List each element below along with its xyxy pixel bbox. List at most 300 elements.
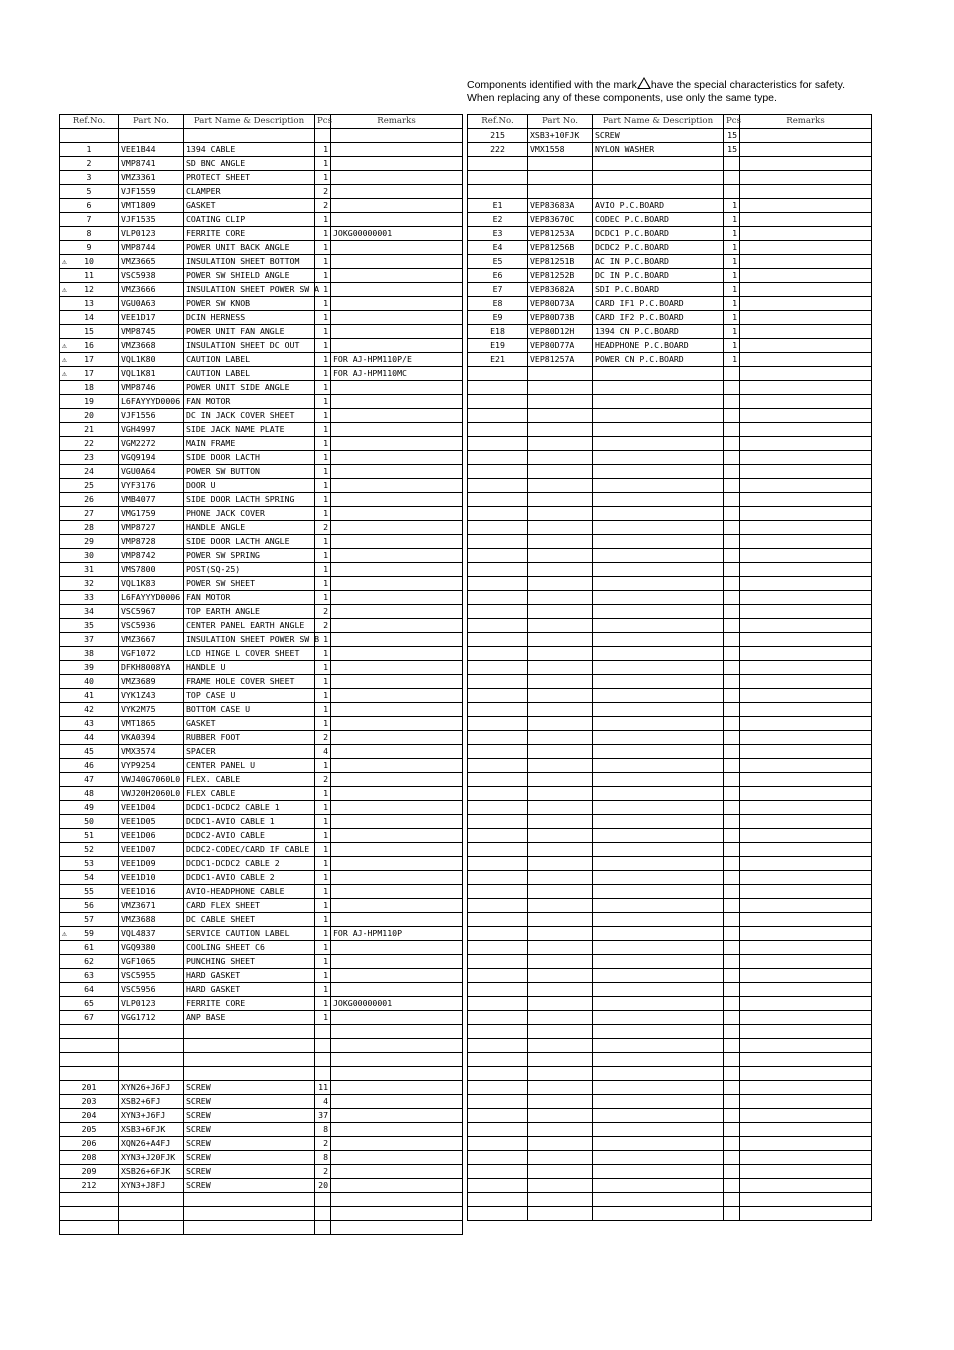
table-row xyxy=(468,423,872,437)
ref-no-cell xyxy=(468,913,528,927)
pcs-cell: 1 xyxy=(315,843,331,857)
ref-no-cell: 212 xyxy=(60,1179,119,1193)
ref-no-cell: 52 xyxy=(60,843,119,857)
part-no-cell: VEP83682A xyxy=(528,283,593,297)
pcs-cell: 4 xyxy=(315,745,331,759)
table-row xyxy=(468,689,872,703)
part-no-cell xyxy=(528,619,593,633)
part-name-cell xyxy=(593,1165,724,1179)
header-pcs: Pcs xyxy=(315,115,331,129)
part-name-cell: CENTER PANEL EARTH ANGLE xyxy=(184,619,315,633)
header-part-name: Part Name & Description xyxy=(593,115,724,129)
table-row xyxy=(60,619,463,633)
table-row xyxy=(468,577,872,591)
table-row xyxy=(468,1081,872,1095)
header-part-no: Part No. xyxy=(119,115,184,129)
pcs-cell: 1 xyxy=(315,283,331,297)
table-row xyxy=(468,787,872,801)
part-no-cell: VSC5936 xyxy=(119,619,184,633)
remarks-cell xyxy=(740,941,872,955)
ref-no-cell xyxy=(468,591,528,605)
part-name-cell xyxy=(184,1207,315,1221)
part-name-cell xyxy=(593,1067,724,1081)
ref-no-cell xyxy=(468,731,528,745)
remarks-cell xyxy=(331,843,463,857)
warning-triangle-icon: ⚠ xyxy=(62,257,67,266)
table-row xyxy=(468,717,872,731)
pcs-cell xyxy=(724,927,740,941)
pcs-cell: 2 xyxy=(315,605,331,619)
part-name-cell: SIDE JACK NAME PLATE xyxy=(184,423,315,437)
part-no-cell: VEE1D16 xyxy=(119,885,184,899)
ref-no-cell: 64 xyxy=(60,983,119,997)
remarks-cell xyxy=(740,353,872,367)
ref-no-cell: 40 xyxy=(60,675,119,689)
pcs-cell xyxy=(724,913,740,927)
part-name-cell: AVIO P.C.BOARD xyxy=(593,199,724,213)
part-name-cell xyxy=(593,423,724,437)
remarks-cell xyxy=(331,213,463,227)
table-row xyxy=(60,213,463,227)
pcs-cell: 1 xyxy=(315,157,331,171)
pcs-cell: 1 xyxy=(315,633,331,647)
pcs-cell xyxy=(724,521,740,535)
remarks-cell xyxy=(331,1221,463,1235)
part-no-cell xyxy=(528,171,593,185)
part-no-cell: XQN26+A4FJ xyxy=(119,1137,184,1151)
remarks-cell xyxy=(740,1123,872,1137)
remarks-cell xyxy=(331,409,463,423)
ref-no-cell: 11 xyxy=(60,269,119,283)
part-name-cell: INSULATION SHEET POWER SW B xyxy=(184,633,315,647)
ref-no-cell: 16 ⚠ xyxy=(60,339,119,353)
part-name-cell: GASKET xyxy=(184,717,315,731)
part-name-cell: SPACER xyxy=(184,745,315,759)
part-no-cell: VMZ3688 xyxy=(119,913,184,927)
pcs-cell: 1 xyxy=(315,353,331,367)
part-no-cell: VGM2272 xyxy=(119,437,184,451)
part-no-cell: VEP80D73B xyxy=(528,311,593,325)
pcs-cell: 2 xyxy=(315,185,331,199)
pcs-cell: 1 xyxy=(315,143,331,157)
remarks-cell xyxy=(740,395,872,409)
part-name-cell xyxy=(593,955,724,969)
pcs-cell: 1 xyxy=(315,563,331,577)
remarks-cell xyxy=(331,773,463,787)
pcs-cell: 1 xyxy=(315,927,331,941)
remarks-cell xyxy=(331,1095,463,1109)
remarks-cell xyxy=(331,759,463,773)
remarks-cell xyxy=(331,241,463,255)
part-no-cell xyxy=(119,1053,184,1067)
ref-no-cell: 14 xyxy=(60,311,119,325)
table-row xyxy=(60,773,463,787)
part-name-cell: DCDC1-AVIO CABLE 1 xyxy=(184,815,315,829)
table-row xyxy=(468,955,872,969)
part-name-cell: DCDC2-CODEC/CARD IF CABLE xyxy=(184,843,315,857)
part-no-cell: XYN3+J8FJ xyxy=(119,1179,184,1193)
part-no-cell xyxy=(528,395,593,409)
ref-no-cell: 222 xyxy=(468,143,528,157)
pcs-cell: 1 xyxy=(315,409,331,423)
table-row xyxy=(468,829,872,843)
part-name-cell: POWER SW SHIELD ANGLE xyxy=(184,269,315,283)
ref-no-cell: 32 xyxy=(60,577,119,591)
table-row xyxy=(468,255,872,269)
pcs-cell xyxy=(724,577,740,591)
remarks-cell xyxy=(331,661,463,675)
remarks-cell xyxy=(740,885,872,899)
remarks-cell xyxy=(740,773,872,787)
remarks-cell xyxy=(740,297,872,311)
ref-no-cell: 27 xyxy=(60,507,119,521)
ref-no-cell xyxy=(468,941,528,955)
ref-no-cell: 49 xyxy=(60,801,119,815)
ref-no-cell: 17 ⚠ xyxy=(60,367,119,381)
part-no-cell xyxy=(528,563,593,577)
part-no-cell xyxy=(119,1207,184,1221)
table-row xyxy=(60,843,463,857)
remarks-cell xyxy=(740,913,872,927)
part-name-cell: INSULATION SHEET POWER SW A xyxy=(184,283,315,297)
pcs-cell xyxy=(724,717,740,731)
part-name-cell: HANDLE ANGLE xyxy=(184,521,315,535)
table-row xyxy=(468,773,872,787)
part-no-cell: VYP9254 xyxy=(119,759,184,773)
table-row xyxy=(468,437,872,451)
table-row xyxy=(60,829,463,843)
table-row xyxy=(468,913,872,927)
ref-no-cell: 50 xyxy=(60,815,119,829)
pcs-cell: 1 xyxy=(315,675,331,689)
part-name-cell: HEADPHONE P.C.BOARD xyxy=(593,339,724,353)
remarks-cell xyxy=(331,591,463,605)
header-part-no: Part No. xyxy=(528,115,593,129)
pcs-cell: 1 xyxy=(315,717,331,731)
pcs-cell xyxy=(724,605,740,619)
pcs-cell: 1 xyxy=(315,815,331,829)
pcs-cell xyxy=(724,185,740,199)
table-row xyxy=(60,171,463,185)
table-row xyxy=(60,255,463,269)
part-name-cell: DCDC1-DCDC2 CABLE 1 xyxy=(184,801,315,815)
part-no-cell: VMS7800 xyxy=(119,563,184,577)
part-no-cell xyxy=(528,1193,593,1207)
pcs-cell xyxy=(724,1095,740,1109)
part-no-cell: XSB2+6FJ xyxy=(119,1095,184,1109)
remarks-cell xyxy=(740,381,872,395)
part-no-cell: VJF1535 xyxy=(119,213,184,227)
ref-no-cell xyxy=(468,1039,528,1053)
part-name-cell: POWER UNIT FAN ANGLE xyxy=(184,325,315,339)
part-name-cell xyxy=(593,1123,724,1137)
table-row xyxy=(60,311,463,325)
part-name-cell: FAN MOTOR xyxy=(184,591,315,605)
pcs-cell xyxy=(724,493,740,507)
pcs-cell: 1 xyxy=(315,395,331,409)
table-row xyxy=(468,731,872,745)
part-name-cell: DC CABLE SHEET xyxy=(184,913,315,927)
ref-no-cell: 44 xyxy=(60,731,119,745)
part-no-cell: VEP80D73A xyxy=(528,297,593,311)
pcs-cell: 1 xyxy=(315,1011,331,1025)
remarks-cell xyxy=(740,437,872,451)
ref-no-cell: 34 xyxy=(60,605,119,619)
pcs-cell xyxy=(724,1109,740,1123)
ref-no-cell xyxy=(468,521,528,535)
part-no-cell: VEP81253A xyxy=(528,227,593,241)
pcs-cell xyxy=(724,703,740,717)
pcs-cell: 1 xyxy=(724,241,740,255)
pcs-cell xyxy=(724,381,740,395)
part-no-cell xyxy=(528,661,593,675)
warning-triangle-icon: ⚠ xyxy=(62,341,67,350)
pcs-cell xyxy=(724,955,740,969)
ref-no-cell xyxy=(468,633,528,647)
table-row xyxy=(60,717,463,731)
ref-no-cell xyxy=(468,465,528,479)
pcs-cell: 1 xyxy=(724,227,740,241)
table-row xyxy=(60,325,463,339)
header-row xyxy=(468,115,872,129)
part-name-cell xyxy=(593,997,724,1011)
table-row xyxy=(468,325,872,339)
remarks-cell xyxy=(331,1137,463,1151)
table-row xyxy=(60,857,463,871)
part-name-cell: POWER SW KNOB xyxy=(184,297,315,311)
part-no-cell xyxy=(528,857,593,871)
pcs-cell xyxy=(724,1039,740,1053)
table-row xyxy=(468,1207,872,1221)
table-row xyxy=(60,549,463,563)
pcs-cell: 1 xyxy=(315,339,331,353)
part-name-cell: POWER UNIT SIDE ANGLE xyxy=(184,381,315,395)
remarks-cell xyxy=(740,801,872,815)
pcs-cell: 1 xyxy=(315,703,331,717)
ref-no-cell xyxy=(468,997,528,1011)
ref-no-cell: 15 xyxy=(60,325,119,339)
remarks-cell xyxy=(740,605,872,619)
part-name-cell: TOP EARTH ANGLE xyxy=(184,605,315,619)
pcs-cell: 37 xyxy=(315,1109,331,1123)
remarks-cell xyxy=(740,255,872,269)
ref-no-cell xyxy=(468,955,528,969)
part-no-cell: VWJ20H2060L0 xyxy=(119,787,184,801)
part-name-cell xyxy=(593,913,724,927)
header-remarks: Remarks xyxy=(740,115,872,129)
parts-table-right xyxy=(467,114,872,1221)
remarks-cell xyxy=(331,745,463,759)
pcs-cell: 2 xyxy=(315,199,331,213)
table-row xyxy=(60,521,463,535)
part-name-cell xyxy=(184,1025,315,1039)
part-name-cell: AVIO-HEADPHONE CABLE xyxy=(184,885,315,899)
pcs-cell: 1 xyxy=(315,381,331,395)
ref-no-cell: 6 xyxy=(60,199,119,213)
part-no-cell xyxy=(528,437,593,451)
remarks-cell xyxy=(331,983,463,997)
table-row xyxy=(468,409,872,423)
pcs-cell xyxy=(724,829,740,843)
remarks-cell xyxy=(331,129,463,143)
part-no-cell: VEP81251B xyxy=(528,255,593,269)
part-name-cell xyxy=(593,395,724,409)
part-no-cell: VGQ9380 xyxy=(119,941,184,955)
part-name-cell xyxy=(593,479,724,493)
ref-no-cell: E2 xyxy=(468,213,528,227)
part-no-cell: VEE1B44 xyxy=(119,143,184,157)
part-name-cell xyxy=(593,1053,724,1067)
ref-no-cell xyxy=(468,899,528,913)
part-no-cell xyxy=(528,885,593,899)
remarks-cell xyxy=(740,745,872,759)
part-name-cell xyxy=(593,773,724,787)
part-no-cell xyxy=(528,1151,593,1165)
table-row xyxy=(60,927,463,941)
table-row xyxy=(468,703,872,717)
part-no-cell: VLP0123 xyxy=(119,997,184,1011)
pcs-cell: 1 xyxy=(315,255,331,269)
part-name-cell xyxy=(593,1011,724,1025)
part-no-cell: XSB3+6FJK xyxy=(119,1123,184,1137)
part-name-cell xyxy=(593,647,724,661)
part-no-cell: VMZ3665 xyxy=(119,255,184,269)
part-name-cell xyxy=(593,1109,724,1123)
pcs-cell: 4 xyxy=(315,1095,331,1109)
part-no-cell xyxy=(528,731,593,745)
remarks-cell xyxy=(331,731,463,745)
pcs-cell xyxy=(315,1207,331,1221)
part-no-cell xyxy=(528,1081,593,1095)
table-row xyxy=(60,395,463,409)
ref-no-cell xyxy=(468,1067,528,1081)
remarks-cell xyxy=(331,199,463,213)
part-name-cell xyxy=(593,185,724,199)
ref-no-cell: 23 xyxy=(60,451,119,465)
remarks-cell xyxy=(740,997,872,1011)
ref-no-cell xyxy=(468,395,528,409)
pcs-cell: 1 xyxy=(315,941,331,955)
remarks-cell: JOKG00000001 xyxy=(331,227,463,241)
part-no-cell xyxy=(528,1067,593,1081)
table-row xyxy=(468,1123,872,1137)
table-row xyxy=(60,871,463,885)
table-row xyxy=(468,1011,872,1025)
part-no-cell: VGF1072 xyxy=(119,647,184,661)
remarks-cell xyxy=(740,787,872,801)
ref-no-cell xyxy=(468,479,528,493)
part-name-cell: DCDC2 P.C.BOARD xyxy=(593,241,724,255)
part-name-cell: SDI P.C.BOARD xyxy=(593,283,724,297)
ref-no-cell xyxy=(468,619,528,633)
remarks-cell xyxy=(331,325,463,339)
remarks-cell xyxy=(331,563,463,577)
part-name-cell xyxy=(593,703,724,717)
pcs-cell: 1 xyxy=(315,801,331,815)
header-ref-no: Ref.No. xyxy=(468,115,528,129)
part-no-cell xyxy=(528,675,593,689)
ref-no-cell: 22 xyxy=(60,437,119,451)
table-row xyxy=(60,535,463,549)
table-row xyxy=(468,269,872,283)
ref-no-cell xyxy=(468,773,528,787)
part-no-cell xyxy=(119,1025,184,1039)
table-row xyxy=(60,185,463,199)
part-name-cell: FERRITE CORE xyxy=(184,227,315,241)
remarks-cell xyxy=(740,1025,872,1039)
remarks-cell xyxy=(740,185,872,199)
part-name-cell xyxy=(593,1179,724,1193)
part-name-cell xyxy=(184,1193,315,1207)
part-name-cell: PHONE JACK COVER xyxy=(184,507,315,521)
warning-triangle-icon: ⚠ xyxy=(62,355,67,364)
table-row xyxy=(60,689,463,703)
part-no-cell xyxy=(528,913,593,927)
remarks-cell: FOR AJ-HPM110P/E xyxy=(331,353,463,367)
table-row xyxy=(60,759,463,773)
part-name-cell: DCDC1-DCDC2 CABLE 2 xyxy=(184,857,315,871)
pcs-cell xyxy=(724,759,740,773)
remarks-cell xyxy=(740,871,872,885)
warning-triangle-icon: ⚠ xyxy=(62,369,67,378)
part-no-cell xyxy=(528,703,593,717)
part-no-cell: VMP8744 xyxy=(119,241,184,255)
remarks-cell xyxy=(331,535,463,549)
ref-no-cell xyxy=(468,563,528,577)
ref-no-cell: 67 xyxy=(60,1011,119,1025)
remarks-cell xyxy=(740,213,872,227)
table-row xyxy=(468,941,872,955)
part-name-cell xyxy=(593,1095,724,1109)
ref-no-cell xyxy=(468,367,528,381)
part-name-cell: FLEX CABLE xyxy=(184,787,315,801)
remarks-cell xyxy=(740,199,872,213)
part-no-cell xyxy=(528,507,593,521)
pcs-cell xyxy=(724,941,740,955)
remarks-cell xyxy=(740,409,872,423)
part-no-cell xyxy=(528,549,593,563)
part-name-cell xyxy=(593,1193,724,1207)
part-no-cell: VQL4837 xyxy=(119,927,184,941)
table-row xyxy=(60,367,463,381)
table-row xyxy=(60,1123,463,1137)
remarks-cell xyxy=(740,647,872,661)
table-row xyxy=(468,969,872,983)
pcs-cell: 1 xyxy=(315,983,331,997)
ref-no-cell: 53 xyxy=(60,857,119,871)
part-no-cell: VMP8728 xyxy=(119,535,184,549)
part-name-cell: BOTTOM CASE U xyxy=(184,703,315,717)
pcs-cell: 1 xyxy=(315,325,331,339)
pcs-cell xyxy=(724,1081,740,1095)
ref-no-cell: 18 xyxy=(60,381,119,395)
remarks-cell xyxy=(331,339,463,353)
table-row xyxy=(468,353,872,367)
part-no-cell: VMT1809 xyxy=(119,199,184,213)
ref-no-cell: 5 xyxy=(60,185,119,199)
part-name-cell xyxy=(593,969,724,983)
ref-no-cell xyxy=(468,661,528,675)
table-row xyxy=(60,423,463,437)
table-row xyxy=(60,479,463,493)
table-row xyxy=(60,703,463,717)
part-name-cell: CENTER PANEL U xyxy=(184,759,315,773)
part-name-cell: COOLING SHEET C6 xyxy=(184,941,315,955)
ref-no-cell: E7 xyxy=(468,283,528,297)
pcs-cell: 2 xyxy=(315,731,331,745)
table-row xyxy=(468,1109,872,1123)
part-name-cell xyxy=(184,129,315,143)
